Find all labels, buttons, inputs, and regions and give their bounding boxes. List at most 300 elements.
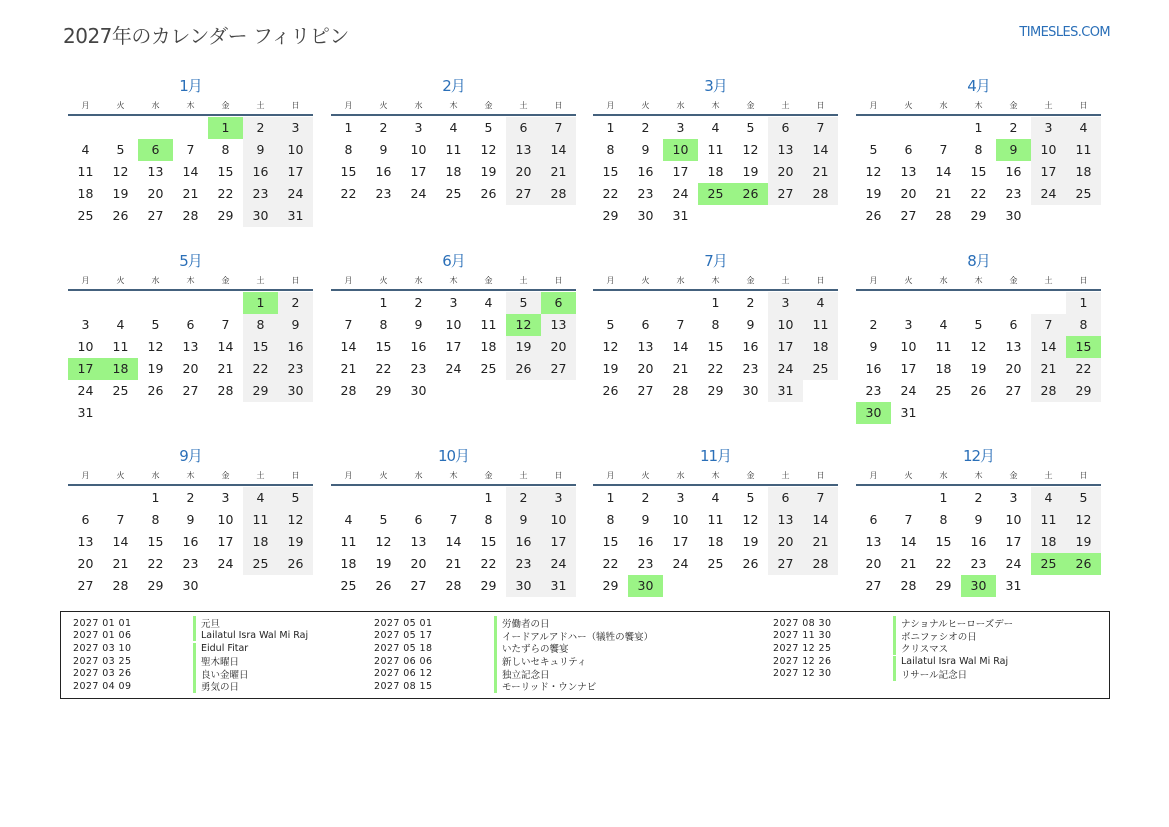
day: 4 [1031,487,1066,509]
weekday-header [68,467,313,486]
day: 23 [637,556,654,571]
holiday-column [773,617,1013,680]
day: 20 [182,361,199,376]
day: 1 [606,490,615,505]
day: 24 [672,186,689,201]
weekday-label: 火 [379,101,388,110]
weekday-label: 木 [449,471,458,480]
day: 19 [480,164,497,179]
holiday-date: 2027 05 01 [374,617,433,629]
day: 20 [900,186,917,201]
day: 21 [340,361,357,376]
day: 31 [768,380,803,402]
empty-cell [891,292,926,314]
holiday-name: いたずらの饗宴 [494,641,569,655]
holiday-date: 2027 06 12 [374,668,433,680]
day: 1 [484,490,493,505]
holiday-date: 2027 04 09 [73,680,132,692]
day: 5 [116,142,125,157]
day: 7 [541,117,576,139]
day: 7 [221,317,230,332]
weekday-label: 日 [291,101,300,110]
day: 10 [410,142,427,157]
holiday-row [773,630,1013,643]
day: 12 [147,339,164,354]
holiday-row [773,617,1013,630]
weekday-label: 日 [816,471,825,480]
day: 9 [379,142,388,157]
day: 4 [711,490,720,505]
weekday-label: 日 [554,471,563,480]
day: 3 [278,117,313,139]
day: 7 [449,512,458,527]
day: 28 [182,208,199,223]
day: 6 [904,142,913,157]
day: 16 [278,336,313,358]
empty-cell [926,117,961,139]
day: 10 [77,339,94,354]
holiday-day: 26 [1066,553,1101,575]
day: 19 [112,186,129,201]
weekday-label: 月 [81,101,90,110]
day: 4 [344,512,353,527]
weekday-header [856,272,1101,291]
weekday-label: 火 [379,471,388,480]
day: 12 [970,339,987,354]
weekday-label: 月 [344,471,353,480]
holiday-date: 2027 06 06 [374,655,433,667]
day: 16 [742,339,759,354]
day: 25 [445,186,462,201]
day: 7 [344,317,353,332]
day: 23 [506,553,541,575]
day: 22 [340,186,357,201]
day: 1 [974,120,983,135]
day: 24 [1031,183,1066,205]
holiday-date: 2027 05 17 [374,630,433,642]
day: 15 [970,164,987,179]
day: 24 [278,183,313,205]
day: 12 [480,142,497,157]
day: 15 [375,339,392,354]
weekday-label: 日 [291,276,300,285]
day: 25 [112,383,129,398]
day: 6 [768,487,803,509]
day: 23 [865,383,882,398]
day: 10 [278,139,313,161]
day: 29 [1066,380,1101,402]
day: 26 [375,578,392,593]
day: 2 [869,317,878,332]
day: 2 [641,120,650,135]
day: 4 [484,295,493,310]
holiday-row [374,630,653,643]
weekday-label: 月 [869,276,878,285]
weekday-label: 金 [1009,101,1018,110]
holiday-row [374,617,653,630]
day: 27 [900,208,917,223]
day: 17 [672,164,689,179]
empty-cell [856,487,891,509]
day: 19 [147,361,164,376]
weekday-header [593,97,838,116]
weekday-label: 火 [116,471,125,480]
weekday-label: 土 [781,276,790,285]
day: 12 [865,164,882,179]
day: 7 [803,117,838,139]
day: 9 [186,512,195,527]
day: 20 [77,556,94,571]
day: 10 [445,317,462,332]
day: 13 [410,534,427,549]
holiday-row [73,617,308,630]
day: 29 [602,578,619,593]
day: 31 [541,575,576,597]
day-grid [593,292,838,402]
holiday-day: 18 [103,358,138,380]
month-name: 5月 [179,252,202,270]
weekday-label: 火 [116,276,125,285]
day: 18 [340,556,357,571]
weekday-label: 火 [641,276,650,285]
day: 28 [803,183,838,205]
day: 14 [803,509,838,531]
weekday-label: 水 [414,101,423,110]
holiday-name: ボニファシオの日 [893,629,977,643]
day: 30 [742,383,759,398]
day: 20 [637,361,654,376]
day: 21 [672,361,689,376]
holiday-row [73,630,308,643]
day: 12 [375,534,392,549]
day: 1 [939,490,948,505]
day: 12 [112,164,129,179]
weekday-label: 日 [1079,471,1088,480]
month-name: 6月 [442,252,465,270]
holiday-day: 25 [698,183,733,205]
day: 3 [81,317,90,332]
day: 17 [1005,534,1022,549]
day: 8 [344,142,353,157]
day: 17 [672,534,689,549]
weekday-label: 月 [869,471,878,480]
day: 22 [935,556,952,571]
holiday-date: 2027 05 18 [374,642,433,654]
day: 2 [186,490,195,505]
day: 13 [637,339,654,354]
weekday-label: 火 [641,101,650,110]
site-name[interactable]: TIMESLES.COM [1019,25,1110,40]
weekday-label: 金 [484,471,493,480]
day: 3 [541,487,576,509]
day: 20 [768,531,803,553]
day: 25 [480,361,497,376]
holiday-day: 30 [961,575,996,597]
day: 14 [900,534,917,549]
month-name: 7月 [704,252,727,270]
day: 11 [1031,509,1066,531]
day: 15 [243,336,278,358]
holiday-day: 15 [1066,336,1101,358]
holiday-date: 2027 12 26 [773,655,832,667]
holiday-date: 2027 11 30 [773,630,832,642]
day: 27 [768,183,803,205]
day: 14 [541,139,576,161]
month-10 [331,445,576,597]
day: 11 [243,509,278,531]
holiday-day: 17 [68,358,103,380]
day: 31 [1005,578,1022,593]
month-name: 11月 [699,447,732,465]
day: 19 [506,336,541,358]
month-11 [593,445,838,597]
empty-cell [891,117,926,139]
day: 2 [414,295,423,310]
weekday-label: 水 [939,276,948,285]
month-name: 4月 [967,77,990,95]
day: 18 [445,164,462,179]
holiday-row [73,655,308,668]
day: 28 [935,208,952,223]
day: 19 [278,531,313,553]
day: 30 [243,205,278,227]
weekday-label: 日 [816,276,825,285]
day: 8 [484,512,493,527]
holiday-day: 1 [243,292,278,314]
day: 6 [641,317,650,332]
day: 16 [865,361,882,376]
day: 14 [217,339,234,354]
day: 27 [506,183,541,205]
page-title: 2027年のカレンダー フィリピン [63,24,349,48]
day: 12 [742,142,759,157]
day: 13 [147,164,164,179]
day: 20 [410,556,427,571]
day: 9 [243,139,278,161]
day: 24 [900,383,917,398]
day: 22 [243,358,278,380]
day: 13 [541,314,576,336]
holiday-date: 2027 03 26 [73,668,132,680]
day: 11 [480,317,497,332]
empty-cell [103,292,138,314]
weekday-label: 木 [974,276,983,285]
day: 25 [707,556,724,571]
weekday-label: 火 [904,276,913,285]
holiday-row [374,642,653,655]
day: 21 [935,186,952,201]
holiday-day: 12 [506,314,541,336]
month-2 [331,75,576,205]
holiday-name: クリスマス [893,641,948,655]
day: 2 [278,292,313,314]
month-name: 9月 [179,447,202,465]
day: 28 [217,383,234,398]
day: 13 [768,139,803,161]
empty-cell [68,117,103,139]
day: 18 [480,339,497,354]
day: 31 [278,205,313,227]
day: 13 [865,534,882,549]
day: 25 [243,553,278,575]
day: 17 [541,531,576,553]
day: 4 [81,142,90,157]
day: 4 [243,487,278,509]
holiday-name: 労働者の日 [494,616,550,630]
day: 21 [217,361,234,376]
weekday-label: 木 [449,276,458,285]
day: 17 [768,336,803,358]
weekday-label: 木 [449,101,458,110]
day: 3 [1031,117,1066,139]
empty-cell [103,117,138,139]
day: 22 [217,186,234,201]
day: 1 [1066,292,1101,314]
weekday-header [331,97,576,116]
month-6 [331,250,576,402]
day: 6 [81,512,90,527]
day: 26 [112,208,129,223]
day: 7 [116,512,125,527]
day: 15 [147,534,164,549]
day: 1 [711,295,720,310]
day: 23 [1005,186,1022,201]
holiday-name: イードアルアドハー（犠牲の饗宴） [494,629,653,643]
day: 15 [602,534,619,549]
day: 15 [602,164,619,179]
holiday-day: 30 [628,575,663,597]
day: 11 [445,142,462,157]
day: 10 [1031,139,1066,161]
month-name: 10月 [437,447,470,465]
day: 19 [1066,531,1101,553]
day: 26 [865,208,882,223]
day: 30 [278,380,313,402]
day: 25 [340,578,357,593]
day: 29 [935,578,952,593]
day: 9 [641,512,650,527]
day: 8 [379,317,388,332]
day: 27 [1005,383,1022,398]
weekday-label: 水 [676,471,685,480]
day: 16 [970,534,987,549]
day: 14 [112,534,129,549]
empty-cell [436,487,471,509]
day: 23 [410,361,427,376]
day: 20 [768,161,803,183]
day: 31 [77,405,94,420]
day: 8 [711,317,720,332]
day: 19 [742,164,759,179]
day: 30 [182,578,199,593]
weekday-label: 水 [939,471,948,480]
day: 18 [77,186,94,201]
day: 18 [935,361,952,376]
weekday-label: 土 [1044,276,1053,285]
day: 27 [865,578,882,593]
day: 29 [480,578,497,593]
day: 17 [410,164,427,179]
day: 10 [541,509,576,531]
day: 26 [742,556,759,571]
day: 20 [1005,361,1022,376]
day: 8 [939,512,948,527]
day: 7 [1031,314,1066,336]
day: 5 [746,120,755,135]
holiday-row [374,667,653,680]
month-4 [856,75,1101,227]
day: 17 [900,361,917,376]
holiday-column [73,617,308,693]
day: 10 [1005,512,1022,527]
day: 9 [506,509,541,531]
day: 6 [186,317,195,332]
holiday-day: 6 [138,139,173,161]
holiday-row [73,680,308,693]
day: 28 [672,383,689,398]
day: 26 [602,383,619,398]
day: 12 [742,512,759,527]
day: 29 [602,208,619,223]
day: 29 [217,208,234,223]
holiday-name: 元旦 [193,616,220,630]
empty-cell [1031,292,1066,314]
day: 7 [676,317,685,332]
holiday-name: 良い金曜日 [193,667,249,681]
weekday-header [593,467,838,486]
day: 13 [77,534,94,549]
day-grid [856,292,1101,424]
weekday-label: 日 [1079,276,1088,285]
day: 23 [243,183,278,205]
day: 2 [1009,120,1018,135]
empty-cell [173,117,208,139]
day-grid [856,487,1101,597]
day: 22 [1066,358,1101,380]
weekday-label: 火 [904,471,913,480]
day: 3 [414,120,423,135]
day: 16 [637,534,654,549]
day: 14 [935,164,952,179]
day: 22 [602,186,619,201]
empty-cell [401,487,436,509]
day: 15 [480,534,497,549]
day: 14 [445,534,462,549]
day: 9 [869,339,878,354]
day-grid [593,117,838,227]
day: 5 [379,512,388,527]
holiday-row [73,667,308,680]
empty-cell [103,487,138,509]
day: 8 [221,142,230,157]
day: 24 [672,556,689,571]
day: 22 [147,556,164,571]
month-8 [856,250,1101,424]
day: 25 [803,358,838,380]
day: 9 [974,512,983,527]
weekday-label: 水 [151,276,160,285]
day: 28 [445,578,462,593]
day: 11 [1066,139,1101,161]
day: 23 [637,186,654,201]
holiday-date: 2027 01 01 [73,617,132,629]
month-5 [68,250,313,424]
empty-cell [68,487,103,509]
empty-cell [366,487,401,509]
day: 19 [865,186,882,201]
day: 3 [1009,490,1018,505]
weekday-label: 土 [1044,471,1053,480]
